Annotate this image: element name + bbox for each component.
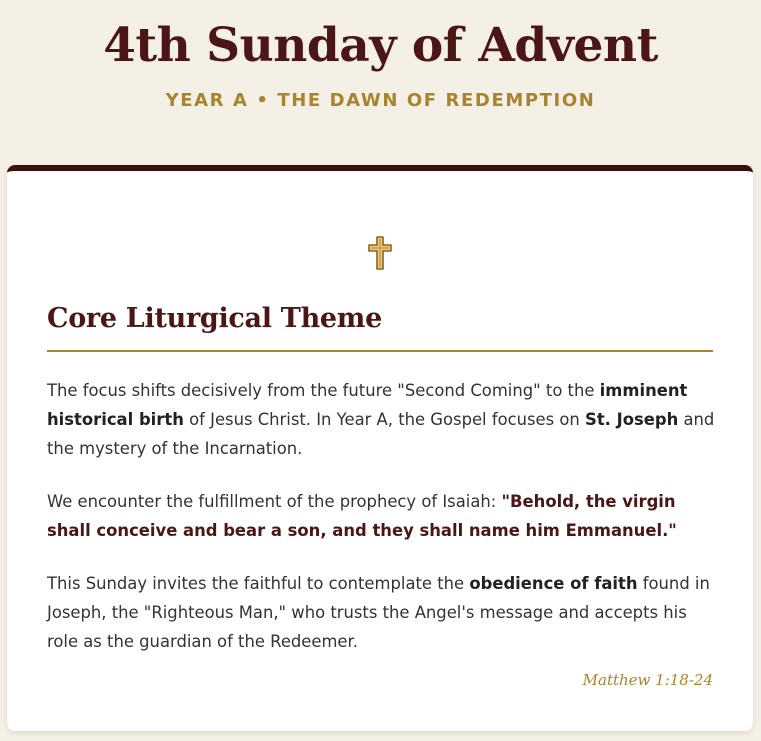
paragraph-text: found in Joseph, the "Righteous Man," who trusts the Angel's message and accepts his role as the guardian of the Redeemer. xyxy=(47,574,710,651)
prophecy-quote: "Behold, the virgin shall conceive and bear a son, and they shall name him Emmanuel." xyxy=(47,492,677,540)
theme-paragraph-1 xyxy=(47,376,719,463)
page-subtitle: YEAR A • THE DAWN OF REDEMPTION xyxy=(165,90,596,111)
paragraph-text: and the mystery of the Incarnation. xyxy=(47,410,715,458)
theme-paragraph-3 xyxy=(47,569,719,656)
theme-card xyxy=(7,165,753,731)
paragraph-text: The focus shifts decisively from the future "Second Coming" to the xyxy=(47,381,600,400)
theme-paragraph-2 xyxy=(47,487,719,545)
scripture-citation: Matthew 1:18-24 xyxy=(582,671,713,689)
emphasis-text: obedience of faith xyxy=(469,574,638,593)
section-divider xyxy=(47,350,713,352)
paragraph-text: This Sunday invites the faithful to contemplate the xyxy=(47,574,470,593)
cross-icon xyxy=(364,235,396,271)
page-title: 4th Sunday of Advent xyxy=(103,18,658,73)
paragraph-text: We encounter the fulfillment of the prophecy of Isaiah: xyxy=(47,492,502,511)
emphasis-text: St. Joseph xyxy=(585,410,679,429)
paragraph-text: of Jesus Christ. In Year A, the Gospel focuses on xyxy=(183,410,586,429)
emphasis-text: imminent historical birth xyxy=(47,381,688,429)
section-title: Core Liturgical Theme xyxy=(47,303,382,334)
